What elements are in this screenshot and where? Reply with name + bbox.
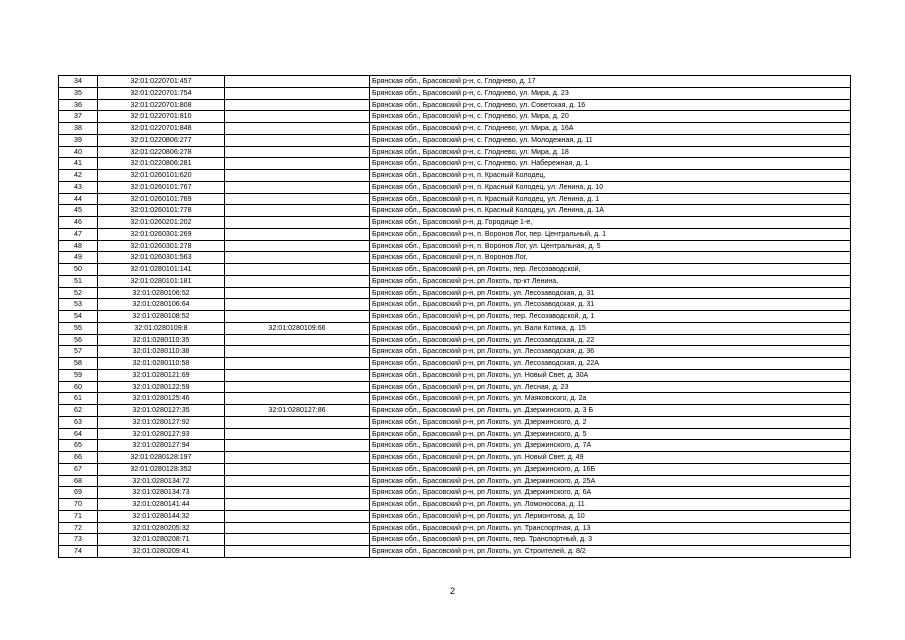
previous-number-cell bbox=[225, 299, 370, 311]
address-cell: Брянская обл., Брасовский р-н, рп Локоть, ул. Лесозаводская, д. 31 bbox=[370, 299, 851, 311]
cadastral-number-cell: 32:01:0280128:352 bbox=[98, 463, 225, 475]
row-number-cell: 68 bbox=[59, 475, 98, 487]
table-row bbox=[59, 275, 851, 287]
row-number-cell: 37 bbox=[59, 111, 98, 123]
cadastral-number-cell: 32:01:0220806:277 bbox=[98, 134, 225, 146]
address-cell: Брянская обл., Брасовский р-н, с. Глоднево, ул. Мира, д. 20 bbox=[370, 111, 851, 123]
previous-number-cell bbox=[225, 499, 370, 511]
previous-number-cell bbox=[225, 264, 370, 276]
table-row bbox=[59, 346, 851, 358]
address-cell: Брянская обл., Брасовский р-н, рп Локоть, ул. Транспортная, д. 13 bbox=[370, 522, 851, 534]
table-row bbox=[59, 393, 851, 405]
table-row bbox=[59, 546, 851, 558]
cadastral-number-cell: 32:01:0280208:71 bbox=[98, 534, 225, 546]
address-cell: Брянская обл., Брасовский р-н, с. Глоднево, ул. Мира, д. 16А bbox=[370, 123, 851, 135]
row-number-cell: 53 bbox=[59, 299, 98, 311]
address-cell: Брянская обл., Брасовский р-н, рп Локоть, пер. Транспортный, д. 3 bbox=[370, 534, 851, 546]
cadastral-number-cell: 32:01:0280144:32 bbox=[98, 510, 225, 522]
previous-number-cell bbox=[225, 287, 370, 299]
address-cell: Брянская обл., Брасовский р-н, п. Красный Колодец, ул. Ленина, д. 1А bbox=[370, 205, 851, 217]
address-cell: Брянская обл., Брасовский р-н, п. Красный Колодец, ул. Ленина, д. 10 bbox=[370, 181, 851, 193]
table-row bbox=[59, 428, 851, 440]
address-cell: Брянская обл., Брасовский р-н, с. Глоднево, ул. Мира, д. 18 bbox=[370, 146, 851, 158]
row-number-cell: 46 bbox=[59, 217, 98, 229]
cadastral-number-cell: 32:01:0280110:58 bbox=[98, 358, 225, 370]
address-cell: Брянская обл., Брасовский р-н, рп Локоть, ул. Дзержинского, д. 16Б bbox=[370, 463, 851, 475]
table-row bbox=[59, 381, 851, 393]
table-row bbox=[59, 193, 851, 205]
previous-number-cell bbox=[225, 358, 370, 370]
address-cell: Брянская обл., Брасовский р-н, п. Воронов Лог, пер. Центральный, д. 1 bbox=[370, 228, 851, 240]
row-number-cell: 66 bbox=[59, 452, 98, 464]
previous-number-cell bbox=[225, 428, 370, 440]
cadastral-number-cell: 32:01:0280106:52 bbox=[98, 287, 225, 299]
previous-number-cell bbox=[225, 534, 370, 546]
previous-number-cell bbox=[225, 134, 370, 146]
cadastral-number-cell: 32:01:0280125:46 bbox=[98, 393, 225, 405]
address-cell: Брянская обл., Брасовский р-н, рп Локоть, ул. Лесозаводская, д. 36 bbox=[370, 346, 851, 358]
cadastral-number-cell: 32:01:0260301:278 bbox=[98, 240, 225, 252]
table-row bbox=[59, 534, 851, 546]
registry-table-body bbox=[59, 76, 851, 558]
row-number-cell: 61 bbox=[59, 393, 98, 405]
previous-number-cell bbox=[225, 146, 370, 158]
row-number-cell: 43 bbox=[59, 181, 98, 193]
row-number-cell: 70 bbox=[59, 499, 98, 511]
address-cell: Брянская обл., Брасовский р-н, рп Локоть, пер. Лесозаводской, д. 1 bbox=[370, 311, 851, 323]
previous-number-cell bbox=[225, 123, 370, 135]
table-row bbox=[59, 322, 851, 334]
cadastral-number-cell: 32:01:0280134:72 bbox=[98, 475, 225, 487]
row-number-cell: 64 bbox=[59, 428, 98, 440]
table-row bbox=[59, 87, 851, 99]
cadastral-number-cell: 32:01:0280128:197 bbox=[98, 452, 225, 464]
row-number-cell: 58 bbox=[59, 358, 98, 370]
row-number-cell: 62 bbox=[59, 405, 98, 417]
row-number-cell: 60 bbox=[59, 381, 98, 393]
table-row bbox=[59, 405, 851, 417]
table-row bbox=[59, 252, 851, 264]
table-row bbox=[59, 170, 851, 182]
table-row bbox=[59, 240, 851, 252]
previous-number-cell bbox=[225, 475, 370, 487]
cadastral-number-cell: 32:01:0280134:73 bbox=[98, 487, 225, 499]
cadastral-number-cell: 32:01:0260301:269 bbox=[98, 228, 225, 240]
table-row bbox=[59, 487, 851, 499]
row-number-cell: 42 bbox=[59, 170, 98, 182]
address-cell: Брянская обл., Брасовский р-н, рп Локоть, ул. Строителей, д. 8/2 bbox=[370, 546, 851, 558]
row-number-cell: 38 bbox=[59, 123, 98, 135]
cadastral-number-cell: 32:01:0220701:754 bbox=[98, 87, 225, 99]
row-number-cell: 67 bbox=[59, 463, 98, 475]
address-cell: Брянская обл., Брасовский р-н, д. Городище 1-е, bbox=[370, 217, 851, 229]
address-cell: Брянская обл., Брасовский р-н, рп Локоть, ул. Дзержинского, д. 5 bbox=[370, 428, 851, 440]
table-row bbox=[59, 134, 851, 146]
previous-number-cell bbox=[225, 346, 370, 358]
address-cell: Брянская обл., Брасовский р-н, с. Глоднево, ул. Набережная, д. 1 bbox=[370, 158, 851, 170]
previous-number-cell bbox=[225, 311, 370, 323]
cadastral-number-cell: 32:01:0280121:69 bbox=[98, 369, 225, 381]
table-row bbox=[59, 123, 851, 135]
cadastral-number-cell: 32:01:0220701:808 bbox=[98, 99, 225, 111]
address-cell: Брянская обл., Брасовский р-н, п. Воронов Лог, ул. Центральная, д. 5 bbox=[370, 240, 851, 252]
address-cell: Брянская обл., Брасовский р-н, рп Локоть, ул. Новый Свет, д. 30А bbox=[370, 369, 851, 381]
row-number-cell: 56 bbox=[59, 334, 98, 346]
previous-number-cell bbox=[225, 158, 370, 170]
previous-number-cell: 32:01:0280127:86 bbox=[225, 405, 370, 417]
row-number-cell: 36 bbox=[59, 99, 98, 111]
table-row bbox=[59, 452, 851, 464]
cadastral-number-cell: 32:01:0280209:41 bbox=[98, 546, 225, 558]
table-row bbox=[59, 158, 851, 170]
table-row bbox=[59, 228, 851, 240]
row-number-cell: 59 bbox=[59, 369, 98, 381]
previous-number-cell bbox=[225, 275, 370, 287]
previous-number-cell bbox=[225, 228, 370, 240]
cadastral-number-cell: 32:01:0280106:64 bbox=[98, 299, 225, 311]
cadastral-number-cell: 32:01:0260101:778 bbox=[98, 205, 225, 217]
cadastral-number-cell: 32:01:0220701:810 bbox=[98, 111, 225, 123]
address-cell: Брянская обл., Брасовский р-н, рп Локоть, пер. Лесозаводской, bbox=[370, 264, 851, 276]
row-number-cell: 47 bbox=[59, 228, 98, 240]
cadastral-number-cell: 32:01:0260101:769 bbox=[98, 193, 225, 205]
address-cell: Брянская обл., Брасовский р-н, с. Глоднево, ул. Советская, д. 16 bbox=[370, 99, 851, 111]
row-number-cell: 48 bbox=[59, 240, 98, 252]
previous-number-cell bbox=[225, 510, 370, 522]
row-number-cell: 65 bbox=[59, 440, 98, 452]
address-cell: Брянская обл., Брасовский р-н, рп Локоть, ул. Лесная, д. 23 bbox=[370, 381, 851, 393]
row-number-cell: 40 bbox=[59, 146, 98, 158]
table-row bbox=[59, 299, 851, 311]
cadastral-number-cell: 32:01:0280141:44 bbox=[98, 499, 225, 511]
row-number-cell: 69 bbox=[59, 487, 98, 499]
previous-number-cell bbox=[225, 487, 370, 499]
row-number-cell: 73 bbox=[59, 534, 98, 546]
row-number-cell: 49 bbox=[59, 252, 98, 264]
row-number-cell: 51 bbox=[59, 275, 98, 287]
table-row bbox=[59, 510, 851, 522]
previous-number-cell bbox=[225, 217, 370, 229]
cadastral-number-cell: 32:01:0220701:848 bbox=[98, 123, 225, 135]
cadastral-number-cell: 32:01:0280110:35 bbox=[98, 334, 225, 346]
table-row bbox=[59, 311, 851, 323]
address-cell: Брянская обл., Брасовский р-н, рп Локоть, ул. Лесозаводская, д. 22А bbox=[370, 358, 851, 370]
table-row bbox=[59, 369, 851, 381]
cadastral-number-cell: 32:01:0280205:32 bbox=[98, 522, 225, 534]
previous-number-cell bbox=[225, 452, 370, 464]
address-cell: Брянская обл., Брасовский р-н, рп Локоть, ул. Дзержинского, д. 6А bbox=[370, 487, 851, 499]
previous-number-cell bbox=[225, 463, 370, 475]
previous-number-cell bbox=[225, 111, 370, 123]
address-cell: Брянская обл., Брасовский р-н, рп Локоть, ул. Дзержинского, д. 2 bbox=[370, 416, 851, 428]
address-cell: Брянская обл., Брасовский р-н, с. Глоднево, д. 17 bbox=[370, 76, 851, 88]
table-row bbox=[59, 475, 851, 487]
previous-number-cell bbox=[225, 381, 370, 393]
address-cell: Брянская обл., Брасовский р-н, рп Локоть, ул. Лесозаводская, д. 31 bbox=[370, 287, 851, 299]
previous-number-cell bbox=[225, 369, 370, 381]
address-cell: Брянская обл., Брасовский р-н, рп Локоть, ул. Дзержинского, д. 25А bbox=[370, 475, 851, 487]
row-number-cell: 34 bbox=[59, 76, 98, 88]
previous-number-cell bbox=[225, 440, 370, 452]
previous-number-cell bbox=[225, 416, 370, 428]
row-number-cell: 50 bbox=[59, 264, 98, 276]
cadastral-number-cell: 32:01:0260101:620 bbox=[98, 170, 225, 182]
previous-number-cell bbox=[225, 205, 370, 217]
address-cell: Брянская обл., Брасовский р-н, с. Глоднево, ул. Молодежная, д. 11 bbox=[370, 134, 851, 146]
cadastral-number-cell: 32:01:0260201:202 bbox=[98, 217, 225, 229]
cadastral-number-cell: 32:01:0280127:35 bbox=[98, 405, 225, 417]
row-number-cell: 63 bbox=[59, 416, 98, 428]
cadastral-number-cell: 32:01:0220806:281 bbox=[98, 158, 225, 170]
row-number-cell: 55 bbox=[59, 322, 98, 334]
address-cell: Брянская обл., Брасовский р-н, п. Красный Колодец, ул. Ленина, д. 1 bbox=[370, 193, 851, 205]
address-cell: Брянская обл., Брасовский р-н, рп Локоть, ул. Лесозаводская, д. 22 bbox=[370, 334, 851, 346]
row-number-cell: 44 bbox=[59, 193, 98, 205]
table-row bbox=[59, 181, 851, 193]
previous-number-cell bbox=[225, 240, 370, 252]
cadastral-number-cell: 32:01:0280108:52 bbox=[98, 311, 225, 323]
table-row bbox=[59, 499, 851, 511]
cadastral-number-cell: 32:01:0260101:767 bbox=[98, 181, 225, 193]
address-cell: Брянская обл., Брасовский р-н, рп Локоть, ул. Дзержинского, д. 7А bbox=[370, 440, 851, 452]
previous-number-cell bbox=[225, 193, 370, 205]
previous-number-cell bbox=[225, 99, 370, 111]
row-number-cell: 39 bbox=[59, 134, 98, 146]
table-row bbox=[59, 440, 851, 452]
address-cell: Брянская обл., Брасовский р-н, с. Глоднево, ул. Мира, д. 23 bbox=[370, 87, 851, 99]
table-row bbox=[59, 111, 851, 123]
page-number: 2 bbox=[449, 586, 455, 596]
table-row bbox=[59, 463, 851, 475]
cadastral-number-cell: 32:01:0220701:457 bbox=[98, 76, 225, 88]
previous-number-cell bbox=[225, 181, 370, 193]
cadastral-number-cell: 32:01:0280109:8 bbox=[98, 322, 225, 334]
address-cell: Брянская обл., Брасовский р-н, рп Локоть, ул. Лермонтова, д. 10 bbox=[370, 510, 851, 522]
cadastral-number-cell: 32:01:0280122:59 bbox=[98, 381, 225, 393]
row-number-cell: 41 bbox=[59, 158, 98, 170]
table-row bbox=[59, 287, 851, 299]
address-cell: Брянская обл., Брасовский р-н, рп Локоть, ул. Новый Свет, д. 49 bbox=[370, 452, 851, 464]
property-registry-table bbox=[58, 75, 851, 558]
row-number-cell: 54 bbox=[59, 311, 98, 323]
table-row bbox=[59, 99, 851, 111]
table-row bbox=[59, 334, 851, 346]
previous-number-cell bbox=[225, 252, 370, 264]
previous-number-cell bbox=[225, 87, 370, 99]
table-row bbox=[59, 76, 851, 88]
row-number-cell: 74 bbox=[59, 546, 98, 558]
previous-number-cell bbox=[225, 170, 370, 182]
table-row bbox=[59, 217, 851, 229]
cadastral-number-cell: 32:01:0260301:563 bbox=[98, 252, 225, 264]
table-row bbox=[59, 416, 851, 428]
cadastral-number-cell: 32:01:0280127:93 bbox=[98, 428, 225, 440]
previous-number-cell bbox=[225, 522, 370, 534]
row-number-cell: 45 bbox=[59, 205, 98, 217]
table-row bbox=[59, 264, 851, 276]
address-cell: Брянская обл., Брасовский р-н, рп Локоть, ул. Ломоносова, д. 11 bbox=[370, 499, 851, 511]
row-number-cell: 35 bbox=[59, 87, 98, 99]
previous-number-cell bbox=[225, 76, 370, 88]
address-cell: Брянская обл., Брасовский р-н, рп Локоть, ул. Дзержинского, д. 3 Б bbox=[370, 405, 851, 417]
previous-number-cell: 32:01:0280109:66 bbox=[225, 322, 370, 334]
address-cell: Брянская обл., Брасовский р-н, рп Локоть, ул. Маяковского, д. 2а bbox=[370, 393, 851, 405]
address-cell: Брянская обл., Брасовский р-н, п. Красный Колодец, bbox=[370, 170, 851, 182]
previous-number-cell bbox=[225, 546, 370, 558]
address-cell: Брянская обл., Брасовский р-н, п. Воронов Лог, bbox=[370, 252, 851, 264]
previous-number-cell bbox=[225, 334, 370, 346]
row-number-cell: 72 bbox=[59, 522, 98, 534]
table-row bbox=[59, 205, 851, 217]
cadastral-number-cell: 32:01:0280127:94 bbox=[98, 440, 225, 452]
row-number-cell: 71 bbox=[59, 510, 98, 522]
row-number-cell: 52 bbox=[59, 287, 98, 299]
cadastral-number-cell: 32:01:0280101:141 bbox=[98, 264, 225, 276]
cadastral-number-cell: 32:01:0280127:92 bbox=[98, 416, 225, 428]
cadastral-number-cell: 32:01:0280101:181 bbox=[98, 275, 225, 287]
table-row bbox=[59, 522, 851, 534]
address-cell: Брянская обл., Брасовский р-н, рп Локоть, ул. Вали Котика, д. 15 bbox=[370, 322, 851, 334]
previous-number-cell bbox=[225, 393, 370, 405]
address-cell: Брянская обл., Брасовский р-н, рп Локоть, пр-кт Ленина, bbox=[370, 275, 851, 287]
cadastral-number-cell: 32:01:0280110:38 bbox=[98, 346, 225, 358]
row-number-cell: 57 bbox=[59, 346, 98, 358]
cadastral-number-cell: 32:01:0220806:278 bbox=[98, 146, 225, 158]
table-row bbox=[59, 358, 851, 370]
table-row bbox=[59, 146, 851, 158]
